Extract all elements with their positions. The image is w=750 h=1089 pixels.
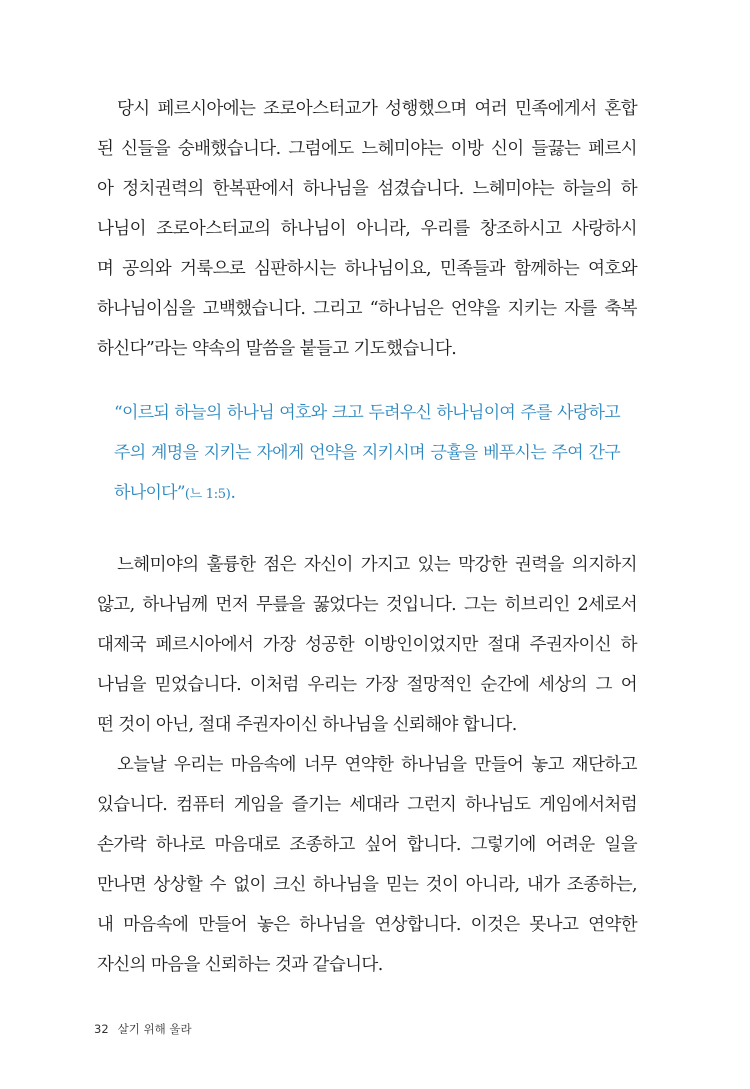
paragraph-line: 나님을 믿었습니다. 이처럼 우리는 가장 절망적인 순간에 세상의 그 어 [97, 675, 637, 695]
paragraph-line: 며 공의와 거룩으로 심판하시는 하나님이요, 민족들과 함께하는 여호와 [97, 259, 637, 279]
page-footer [94, 1021, 192, 1037]
quote-line: 주의 계명을 지키는 자에게 언약을 지키시며 긍휼을 베푸시는 주여 간구 [114, 443, 620, 463]
paragraph-line: 느헤미야의 훌륭한 점은 자신이 가지고 있는 막강한 권력을 의지하지 [117, 555, 637, 575]
page-number: 32 [94, 1022, 109, 1036]
paragraph-line: 당시 페르시아에는 조로아스터교가 성행했으며 여러 민족에게서 혼합 [117, 99, 637, 119]
quote-line: 하나이다” [114, 483, 185, 503]
paragraph-line: 내 마음속에 만들어 놓은 하나님을 연상합니다. 이것은 못나고 연약한 [97, 915, 637, 935]
paragraph-line: 나님이 조로아스터교의 하나님이 아니라, 우리를 창조하시고 사랑하시 [97, 219, 637, 239]
paragraph-line: 만나면 상상할 수 없이 크신 하나님을 믿는 것이 아니라, 내가 조종하는, [97, 875, 637, 895]
running-book-title: 살기 위해 울라 [117, 1022, 192, 1036]
paragraph-line: 대제국 페르시아에서 가장 성공한 이방인이었지만 절대 주권자이신 하 [97, 635, 637, 655]
paragraph-line: 있습니다. 컴퓨터 게임을 즐기는 세대라 그런지 하나님도 게임에서처럼 [97, 795, 637, 815]
paragraph-line: 아 정치권력의 한복판에서 하나님을 섬겼습니다. 느헤미야는 하늘의 하 [97, 179, 637, 199]
paragraph-line: 하신다”라는 약속의 말씀을 붙들고 기도했습니다. [97, 339, 457, 359]
quote-last-line [114, 482, 235, 504]
paragraph-line: 된 신들을 숭배했습니다. 그럼에도 느헤미야는 이방 신이 들끓는 페르시 [97, 139, 637, 159]
paragraph-line: 하나님이심을 고백했습니다. 그리고 “하나님은 언약을 지키는 자를 축복 [97, 299, 637, 319]
quote-line: “이르되 하늘의 하나님 여호와 크고 두려우신 하나님이여 주를 사랑하고 [114, 403, 620, 423]
paragraph-line: 손가락 하나로 마음대로 조종하고 싶어 합니다. 그렇기에 어려운 일을 [97, 835, 637, 855]
quote-period: . [230, 483, 236, 503]
scripture-reference: (느 1:5) [184, 487, 231, 502]
paragraph-line: 자신의 마음을 신뢰하는 것과 같습니다. [97, 955, 383, 975]
paragraph-line: 떤 것이 아닌, 절대 주권자이신 하나님을 신뢰해야 합니다. [97, 715, 517, 735]
paragraph-line: 않고, 하나님께 먼저 무릎을 꿇었다는 것입니다. 그는 히브리인 2세로서 [97, 595, 637, 615]
paragraph-line: 오늘날 우리는 마음속에 너무 연약한 하나님을 만들어 놓고 재단하고 [117, 755, 637, 775]
